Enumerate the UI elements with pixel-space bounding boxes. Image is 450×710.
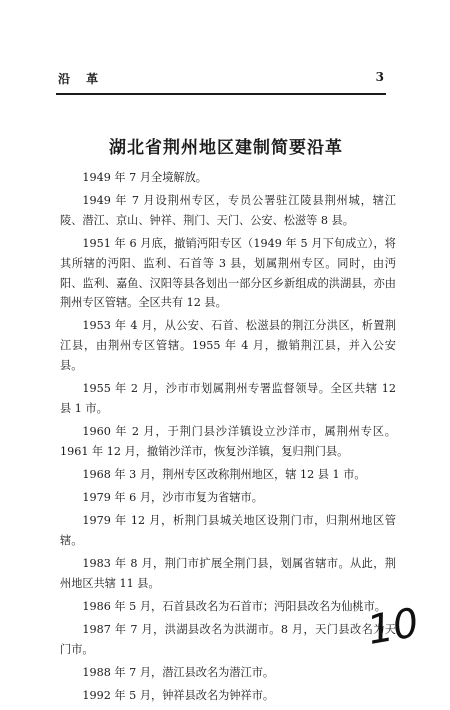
paragraph: 1987 年 7 月，洪湖县改名为洪湖市。8 月，天门县改名为天门市。 bbox=[60, 623, 396, 656]
paragraph: 1988 年 7 月，潜江县改名为潜江市。 bbox=[82, 666, 275, 680]
paragraph: 1960 年 2 月，于荆门县沙洋镇设立沙洋市，属荆州专区。1961 年 12 月，撤销沙洋市，恢复沙洋镇，复归荆门县。 bbox=[60, 424, 396, 458]
page-number: 3 bbox=[375, 70, 384, 84]
running-header bbox=[58, 70, 384, 88]
paragraph: 1979 年 6 月，沙市市复为省辖市。 bbox=[82, 491, 263, 505]
header-rule bbox=[56, 93, 386, 95]
article-body bbox=[60, 168, 396, 710]
paragraph: 1983 年 8 月，荆门市扩展全荆门县，划属省辖市。从此，荆州地区共辖 11 县。 bbox=[60, 557, 396, 590]
paragraph: 1968 年 3 月，荆州专区改称荆州地区，辖 12 县 1 市。 bbox=[82, 467, 366, 481]
paragraph: 1986 年 5 月，石首县改名为石首市；沔阳县改名为仙桃市。 bbox=[82, 600, 386, 614]
paragraph: 1955 年 2 月，沙市市划属荆州专署监督领导。全区共辖 12 县 1 市。 bbox=[60, 382, 396, 415]
paragraph: 1949 年 7 月设荆州专区，专员公署驻江陵县荆州城，辖江陵、潜江、京山、钟祥、荆门、天门、公安、松滋等 8 县。 bbox=[60, 194, 396, 227]
article-title: 湖北省荆州地区建制简要沿革 bbox=[109, 138, 343, 158]
paragraph: 1949 年 7 月全境解放。 bbox=[82, 171, 207, 184]
handwritten-page-mark: 10 bbox=[364, 599, 423, 654]
paragraph: 1979 年 12 月，析荆门县城关地区设荆门市，归荆州地区管辖。 bbox=[60, 514, 396, 547]
section-title: 沿 革 bbox=[58, 72, 105, 86]
paragraph: 1992 年 5 月，钟祥县改名为钟祥市。 bbox=[82, 689, 275, 703]
paragraph: 1951 年 6 月底，撤销沔阳专区（1949 年 5 月下旬成立），将其所辖的沔阳、监利、石首等 3 县，划属荆州专区。同时，由沔阳、监利、嘉鱼、汉阳等县各划出一部分区乡新组成的洪湖县，亦由荆州专区管辖。全区共有 12 县。 bbox=[60, 237, 396, 310]
paragraph: 1953 年 4 月，从公安、石首、松滋县的荆江分洪区，析置荆江县，由荆州专区管辖。1955 年 4 月，撤销荆江县，并入公安县。 bbox=[60, 319, 396, 372]
